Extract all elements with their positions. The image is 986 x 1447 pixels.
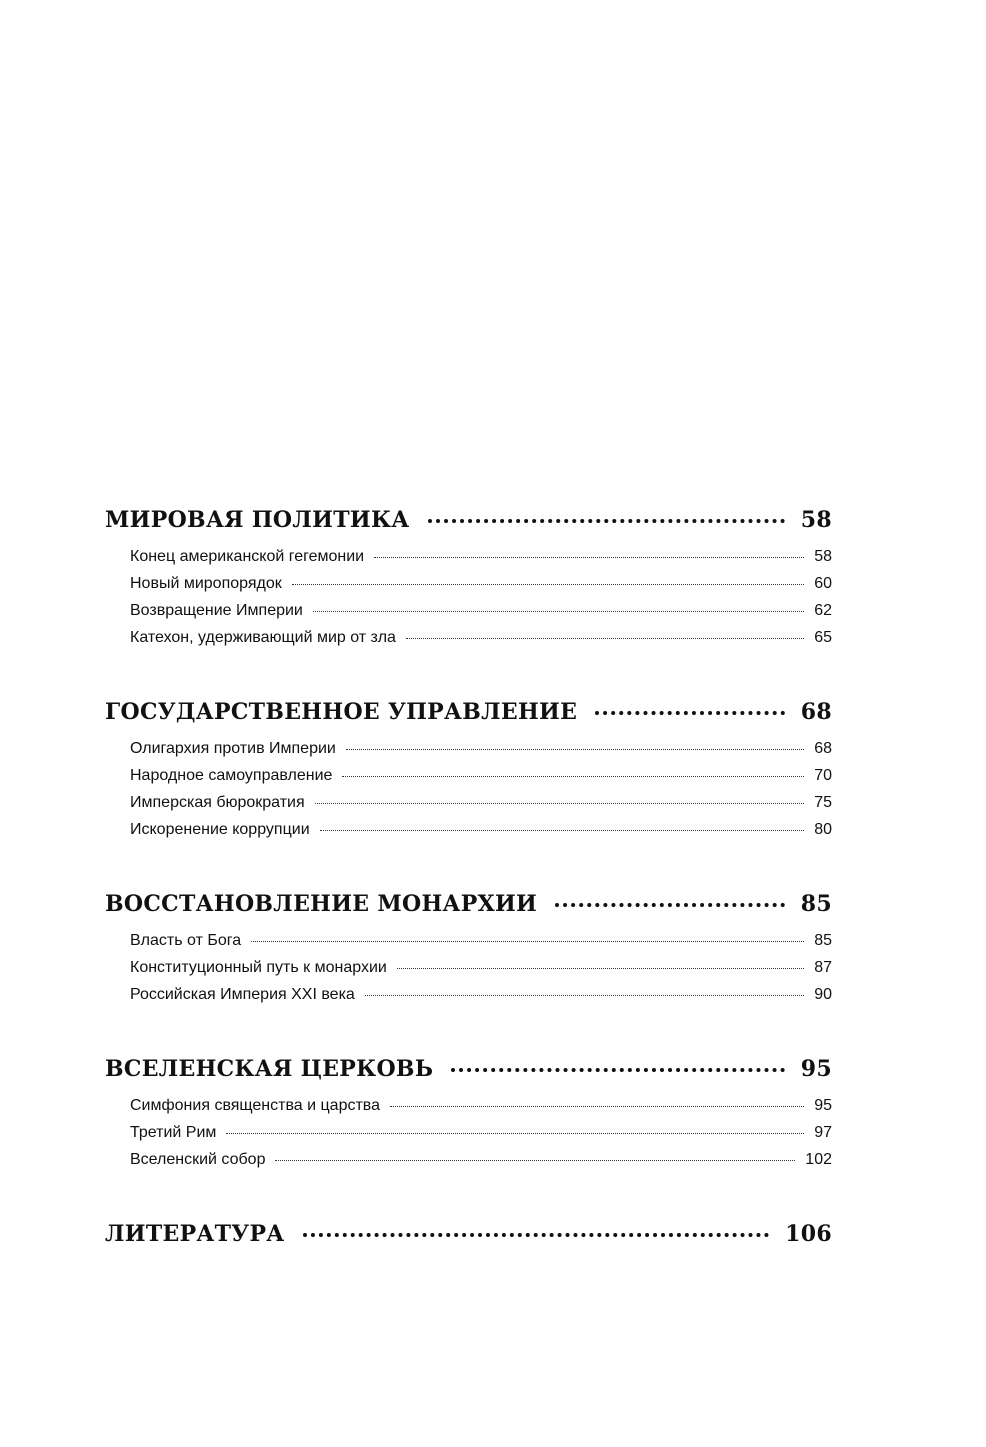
entry-title: Новый миропорядок xyxy=(130,575,282,592)
dot-leader xyxy=(275,1159,795,1161)
toc-section xyxy=(105,889,832,1008)
section-heading[interactable] xyxy=(105,889,832,919)
dot-leader xyxy=(346,748,804,750)
entry-page-number: 97 xyxy=(814,1124,832,1141)
entry-title: Катехон, удерживающий мир от зла xyxy=(130,629,396,646)
entry-page-number: 58 xyxy=(814,548,832,565)
entry-page-number: 68 xyxy=(814,740,832,757)
section-heading[interactable] xyxy=(105,1054,832,1084)
entry-title: Народное самоуправление xyxy=(130,767,333,784)
entry-title: Конец американской гегемонии xyxy=(130,548,365,565)
section-entries xyxy=(130,543,832,651)
section-title: ВОССТАНОВЛЕНИЕ МОНАРХИИ xyxy=(105,891,538,917)
entry-page-number: 95 xyxy=(814,1097,832,1114)
table-of-contents xyxy=(105,505,832,1257)
dot-leader xyxy=(406,637,804,639)
entry-title: Симфония священства и царства xyxy=(130,1097,381,1114)
toc-entry[interactable] xyxy=(130,762,832,789)
toc-entry[interactable] xyxy=(130,597,832,624)
dot-leader xyxy=(315,802,805,804)
entry-title: Искоренение коррупции xyxy=(130,821,310,838)
dot-leader xyxy=(313,610,804,612)
section-heading[interactable] xyxy=(105,1219,832,1249)
section-page-number: 95 xyxy=(800,1056,832,1082)
dot-leader xyxy=(555,902,785,907)
dot-leader xyxy=(374,556,804,558)
dot-leader xyxy=(292,583,804,585)
section-page-number: 68 xyxy=(800,699,832,725)
toc-entry[interactable] xyxy=(130,1119,832,1146)
toc-entry[interactable] xyxy=(130,789,832,816)
entry-page-number: 70 xyxy=(814,767,832,784)
entry-page-number: 85 xyxy=(814,932,832,949)
toc-entry[interactable] xyxy=(130,735,832,762)
dot-leader xyxy=(595,710,785,715)
section-page-number: 85 xyxy=(800,891,832,917)
entry-page-number: 102 xyxy=(805,1151,832,1168)
toc-section xyxy=(105,1054,832,1173)
section-page-number: 58 xyxy=(800,507,832,533)
section-heading[interactable] xyxy=(105,697,832,727)
toc-entry[interactable] xyxy=(130,1146,832,1173)
section-title: ГОСУДАРСТВЕННОЕ УПРАВЛЕНИЕ xyxy=(105,699,578,725)
dot-leader xyxy=(226,1132,804,1134)
entry-title: Вселенский собор xyxy=(130,1151,266,1168)
entry-page-number: 75 xyxy=(814,794,832,811)
section-entries xyxy=(130,735,832,843)
dot-leader xyxy=(303,1232,770,1237)
toc-entry[interactable] xyxy=(130,570,832,597)
toc-section xyxy=(105,1219,832,1249)
entry-title: Третий Рим xyxy=(130,1124,217,1141)
entry-title: Российская Империя XXI века xyxy=(130,986,355,1003)
dot-leader xyxy=(397,967,804,969)
toc-entry[interactable] xyxy=(130,981,832,1008)
section-entries xyxy=(130,927,832,1008)
section-heading[interactable] xyxy=(105,505,832,535)
dot-leader xyxy=(365,994,804,996)
toc-entry[interactable] xyxy=(130,816,832,843)
entry-title: Имперская бюрократия xyxy=(130,794,305,811)
toc-entry[interactable] xyxy=(130,954,832,981)
dot-leader xyxy=(342,775,804,777)
toc-entry[interactable] xyxy=(130,927,832,954)
dot-leader xyxy=(390,1105,804,1107)
entry-title: Конституционный путь к монархии xyxy=(130,959,387,976)
section-title: ВСЕЛЕНСКАЯ ЦЕРКОВЬ xyxy=(105,1056,434,1082)
dot-leader xyxy=(451,1067,785,1072)
entry-title: Власть от Бога xyxy=(130,932,242,949)
toc-entry[interactable] xyxy=(130,543,832,570)
entry-page-number: 65 xyxy=(814,629,832,646)
dot-leader xyxy=(320,829,805,831)
toc-entry[interactable] xyxy=(130,1092,832,1119)
toc-section xyxy=(105,697,832,843)
section-title: МИРОВАЯ ПОЛИТИКА xyxy=(105,507,410,533)
dot-leader xyxy=(428,518,785,523)
section-page-number: 106 xyxy=(785,1221,832,1247)
dot-leader xyxy=(251,940,804,942)
section-title: ЛИТЕРАТУРА xyxy=(105,1221,285,1247)
entry-page-number: 87 xyxy=(814,959,832,976)
entry-page-number: 60 xyxy=(814,575,832,592)
entry-page-number: 80 xyxy=(814,821,832,838)
entry-page-number: 90 xyxy=(814,986,832,1003)
entry-title: Олигархия против Империи xyxy=(130,740,336,757)
toc-entry[interactable] xyxy=(130,624,832,651)
toc-section xyxy=(105,505,832,651)
entry-page-number: 62 xyxy=(814,602,832,619)
section-entries xyxy=(130,1092,832,1173)
entry-title: Возвращение Империи xyxy=(130,602,303,619)
